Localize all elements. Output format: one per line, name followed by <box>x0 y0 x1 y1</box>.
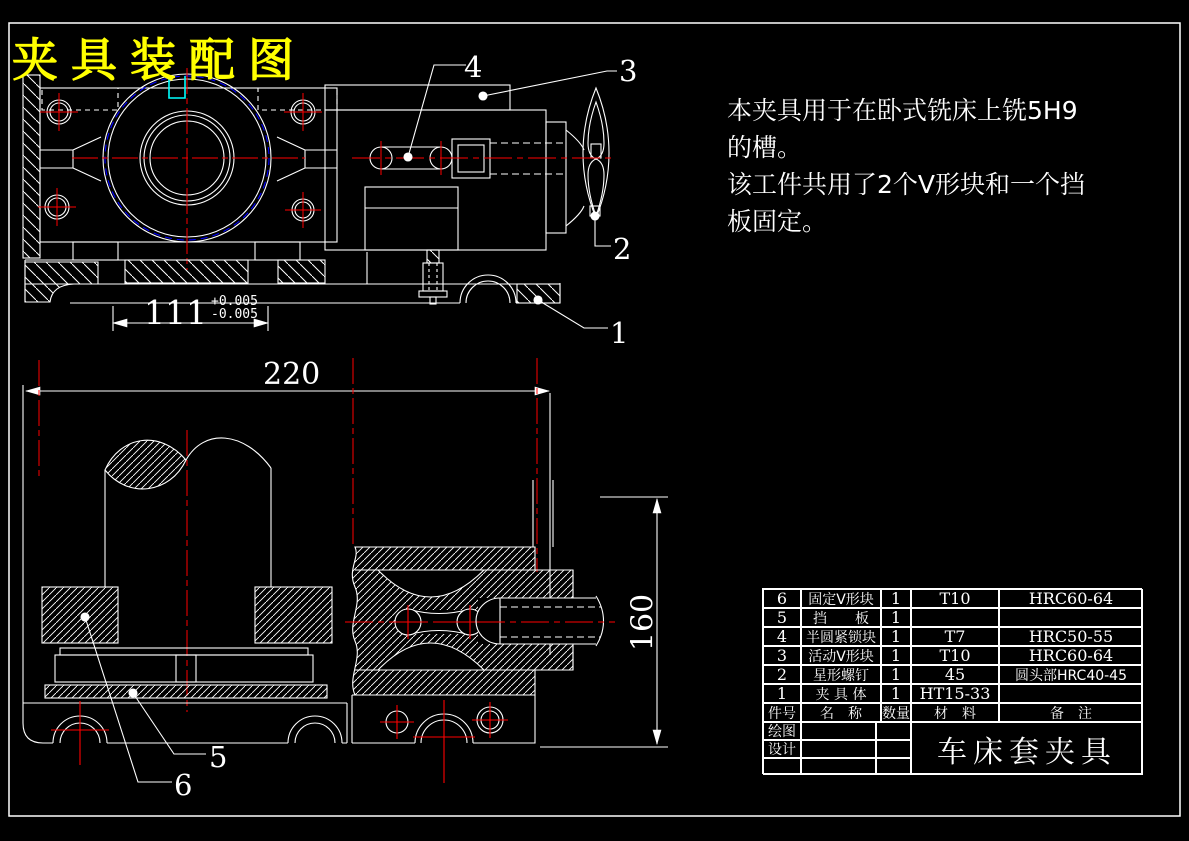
front-view <box>23 68 560 331</box>
part-remark <box>999 608 1143 627</box>
side-body <box>325 110 546 250</box>
draw-date-cell <box>876 722 911 740</box>
part-qty: 1 <box>881 627 911 646</box>
section-view <box>345 358 668 783</box>
design-name-cell <box>801 740 876 758</box>
star-knob <box>583 88 609 218</box>
part-no: 5 <box>763 608 801 627</box>
part-qty: 1 <box>881 665 911 684</box>
part-qty: 1 <box>881 646 911 665</box>
col-header-name: 名 称 <box>801 703 881 722</box>
dim-111-text <box>144 293 258 332</box>
part-name: 挡 板 <box>801 608 881 627</box>
part-material: T10 <box>911 646 999 665</box>
balloon-5: 5 <box>209 740 228 774</box>
drawing-title: 夹具装配图 <box>12 33 307 87</box>
draw-name-cell <box>801 722 876 740</box>
col-header-no: 件号 <box>763 703 801 722</box>
part-qty: 1 <box>881 589 911 608</box>
note-line: 的槽。 <box>727 133 803 162</box>
dim-160-text: 160 <box>625 593 661 652</box>
draw-label: 绘图 <box>763 722 801 740</box>
stop-plate <box>45 648 327 698</box>
empty-cell <box>801 758 876 775</box>
balloon-1: 1 <box>610 316 629 350</box>
part-material: T10 <box>911 589 999 608</box>
section-base-block <box>352 695 535 783</box>
part-material: HT15-33 <box>911 684 999 703</box>
part-no: 2 <box>763 665 801 684</box>
part-name: 固定V形块 <box>801 589 881 608</box>
part-qty: 1 <box>881 684 911 703</box>
part-no: 4 <box>763 627 801 646</box>
part-name: 夹 具 体 <box>801 684 881 703</box>
part-material: T7 <box>911 627 999 646</box>
part-remark: HRC50-55 <box>999 627 1143 646</box>
base-hatch-mid <box>125 260 248 283</box>
part-remark <box>999 684 1143 703</box>
dim-111-tol-lower: -0.005 <box>211 307 258 322</box>
part-remark: HRC60-64 <box>999 646 1143 665</box>
balloon-3: 3 <box>619 54 638 88</box>
part-qty: 1 <box>881 608 911 627</box>
part-no: 1 <box>763 684 801 703</box>
v-block-left <box>42 587 118 643</box>
axis-centerline <box>352 141 614 175</box>
note-line: 板固定。 <box>727 207 828 236</box>
part-material: 45 <box>911 665 999 684</box>
titleblock-drawing-name: 车床套夹具 <box>911 722 1143 775</box>
part-material <box>911 608 999 627</box>
base-hatch-right <box>278 260 325 283</box>
workpiece-cylinder <box>105 438 271 587</box>
notes-block <box>727 92 1085 240</box>
lock-screw <box>419 250 447 304</box>
note-line: 本夹具用于在卧式铣床上铣5H9 <box>727 96 1078 125</box>
design-date-cell <box>876 740 911 758</box>
part-remark: 圆头部HRC40-45 <box>999 665 1143 684</box>
col-header-qty: 数量 <box>881 703 911 722</box>
base-plate <box>23 701 347 765</box>
col-header-material: 材 料 <box>911 703 999 722</box>
v-block-right <box>255 587 332 643</box>
bolt-holes <box>45 100 315 221</box>
design-label: 设计 <box>763 740 801 758</box>
dim-220-text: 220 <box>263 357 321 392</box>
balloon-6: 6 <box>174 768 193 802</box>
empty-cell <box>876 758 911 775</box>
balloon-2: 2 <box>613 232 632 266</box>
note-line: 该工件共用了2个V形块和一个挡 <box>727 170 1086 199</box>
part-name: 星形螺钉 <box>801 665 881 684</box>
back-plate-edge <box>23 75 40 258</box>
part-remark: HRC60-64 <box>999 589 1143 608</box>
empty-cell <box>763 758 801 775</box>
dim-111-value: 111 <box>144 293 207 332</box>
balloon-4: 4 <box>464 50 483 84</box>
parts-table <box>762 588 1142 774</box>
dim-111-tol-upper: +0.005 <box>211 294 258 309</box>
part-name: 活动V形块 <box>801 646 881 665</box>
bolt-hole-centerlines <box>38 93 322 228</box>
part-name: 半圆紧锁块 <box>801 627 881 646</box>
base-hatch-left <box>25 262 98 302</box>
centerlines <box>39 360 187 712</box>
part-no: 6 <box>763 589 801 608</box>
part-no: 3 <box>763 646 801 665</box>
col-header-remark: 备 注 <box>999 703 1143 722</box>
